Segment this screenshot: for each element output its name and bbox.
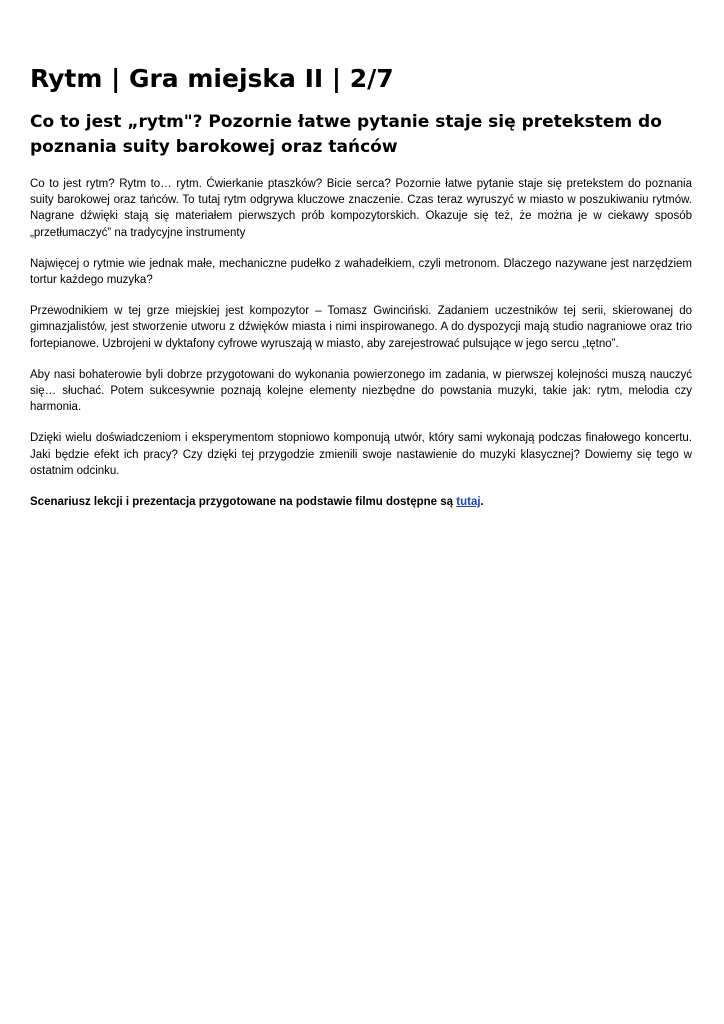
document-subtitle: Co to jest „rytm"? Pozornie łatwe pytanie staje się pretekstem do poznania suity barokowej oraz tańców [30,112,662,157]
lesson-materials-text: Scenariusz lekcji i prezentacja przygotowane na podstawie filmu dostępne są [30,496,457,509]
paragraph-metronome: Najwięcej o rytmie wie jednak małe, mechaniczne pudełko z wahadełkiem, czyli metronom. Dlaczego nazywane jest narzędziem tortur każdego muzyka? [30,257,692,287]
lesson-materials-note [30,494,692,510]
paragraph-guide: Przewodnikiem w tej grze miejskiej jest kompozytor – Tomasz Gwinciński. Zadaniem uczestników tej serii, skierowanej do gimnazjalistów, jest stworzenie utworu z dźwięków miasta i nimi inspirowanego. A do dyspozycji mają studio nagraniowe oraz trio fortepianowe. Uzbrojeni w dyktafony cyfrowe wyruszają w miasto, aby zarejestrować pulsujące w jego sercu „tętno”. [30,305,692,350]
document-page [30,62,692,525]
paragraph-listening: Aby nasi bohaterowie byli dobrze przygotowani do wykonania powierzonego im zadania, w pierwszej kolejności muszą nauczyć się… słuchać. Potem sukcesywnie poznają kolejne elementy niezbędne do powstania muzyki, takie jak: rytm, melodia czy harmonia. [30,368,692,414]
paragraph-intro: Co to jest rytm? Rytm to… rytm. Ćwierkanie ptaszków? Bicie serca? Pozornie łatwe pytanie staje się pretekstem do poznania suity barokowej oraz tańców. To tutaj rytm odgrywa kluczowe znaczenie. Czas teraz wyruszyć w miasto w poszukiwaniu rytmów. Nagrane dźwięki stają się materiałem pierwszych prób kompozytorskich. Okazuje się też, że można je w ciekawy sposób „przetłumaczyć” na tradycyjne instrumenty [30,178,692,239]
lesson-materials-link[interactable]: tutaj [456,496,481,509]
document-title: Rytm | Gra miejska II | 2/7 [30,64,394,93]
paragraph-concert: Dzięki wielu doświadczeniom i eksperymentom stopniowo komponują utwór, który sami wykonają podczas finałowego koncertu. Jaki będzie efekt ich pracy? Czy dzięki tej przygodzie zmienili swoje nastawienie do muzyki klasycznej? Dowiemy się tego w ostatnim odcinku. [30,432,692,477]
lesson-materials-end: . [480,496,484,509]
